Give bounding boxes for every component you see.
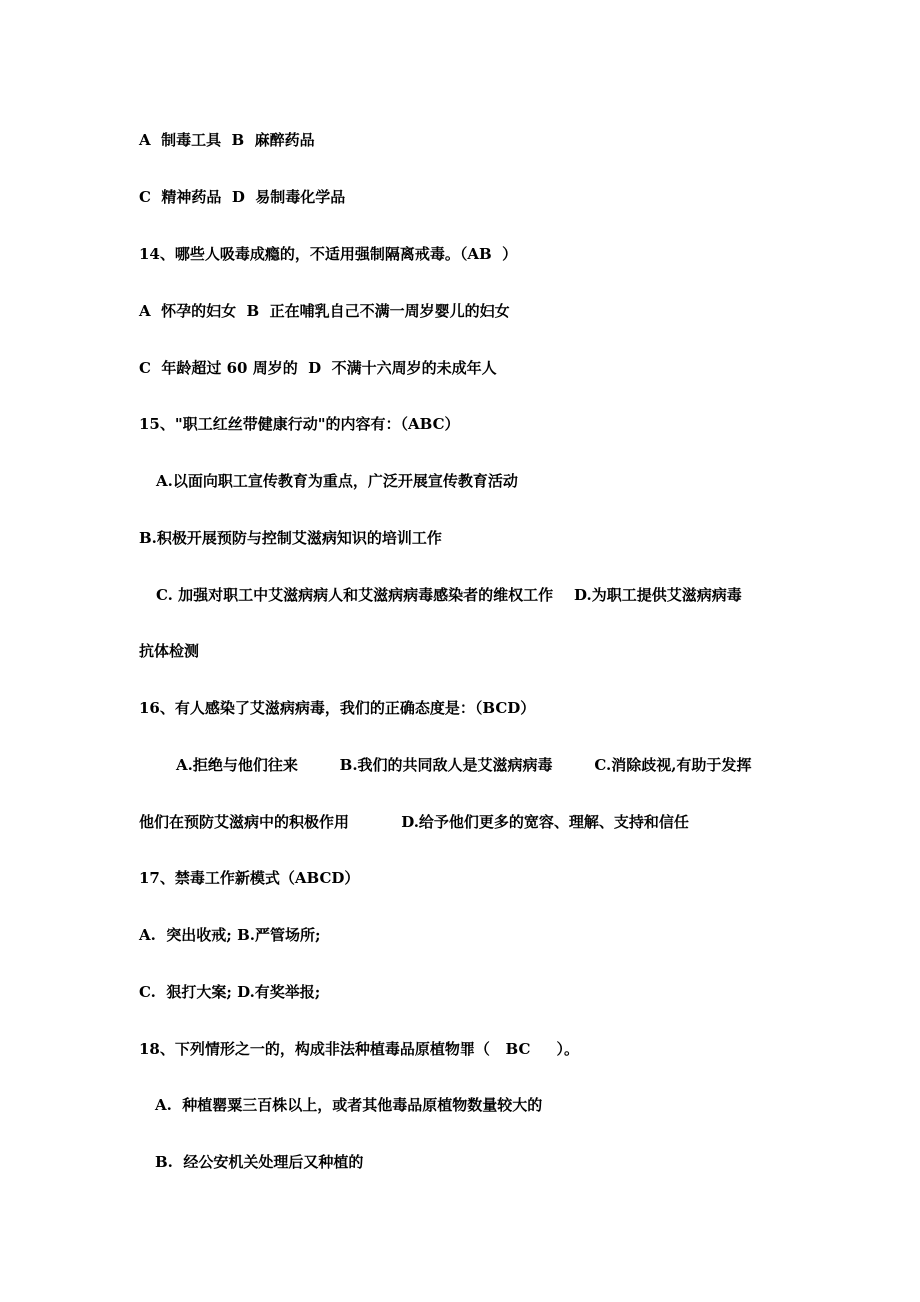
q18-question: 18、下列情形之一的，构成非法种植毒品原植物罪（ BC ）。 [139,1040,580,1058]
q16-options-abc: A.拒绝与他们往来 B.我们的共同敌人是艾滋病病毒 C.消除歧视,有助于发挥 [176,756,752,774]
q15-option-d-continued: 抗体检测 [139,642,200,660]
q17-question: 17、禁毒工作新模式（ABCD） [139,869,360,887]
q15-option-a: A.以面向职工宣传教育为重点，广泛开展宣传教育活动 [156,472,518,490]
q16-options-c-continued-d: 他们在预防艾滋病中的积极作用 D.给予他们更多的宽容、理解、支持和信任 [139,813,689,831]
q13-options-cd: C 精神药品 D 易制毒化学品 [139,188,346,206]
q16-question: 16、有人感染了艾滋病病毒，我们的正确态度是：（BCD） [139,699,536,717]
q15-option-cd: C. 加强对职工中艾滋病病人和艾滋病病毒感染者的维权工作 D.为职工提供艾滋病病毒 [156,586,742,604]
q17-options-ab: A. 突出收戒; B.严管场所; [139,926,321,944]
q18-option-a: A. 种植罂粟三百株以上，或者其他毒品原植物数量较大的 [155,1096,543,1114]
q13-options-ab: A 制毒工具 B 麻醉药品 [139,131,315,149]
q15-option-b: B.积极开展预防与控制艾滋病知识的培训工作 [139,529,442,547]
q14-options-cd: C 年龄超过 60 周岁的 D 不满十六周岁的未成年人 [139,359,497,377]
q15-question: 15、"职工红丝带健康行动"的内容有：（ABC） [139,415,460,433]
q18-option-b: B. 经公安机关处理后又种植的 [155,1153,364,1171]
q14-options-ab: A 怀孕的妇女 B 正在哺乳自己不满一周岁婴儿的妇女 [139,302,510,320]
q14-question: 14、哪些人吸毒成瘾的，不适用强制隔离戒毒。（AB ） [139,245,518,263]
q17-options-cd: C. 狠打大案; D.有奖举报; [139,983,321,1001]
